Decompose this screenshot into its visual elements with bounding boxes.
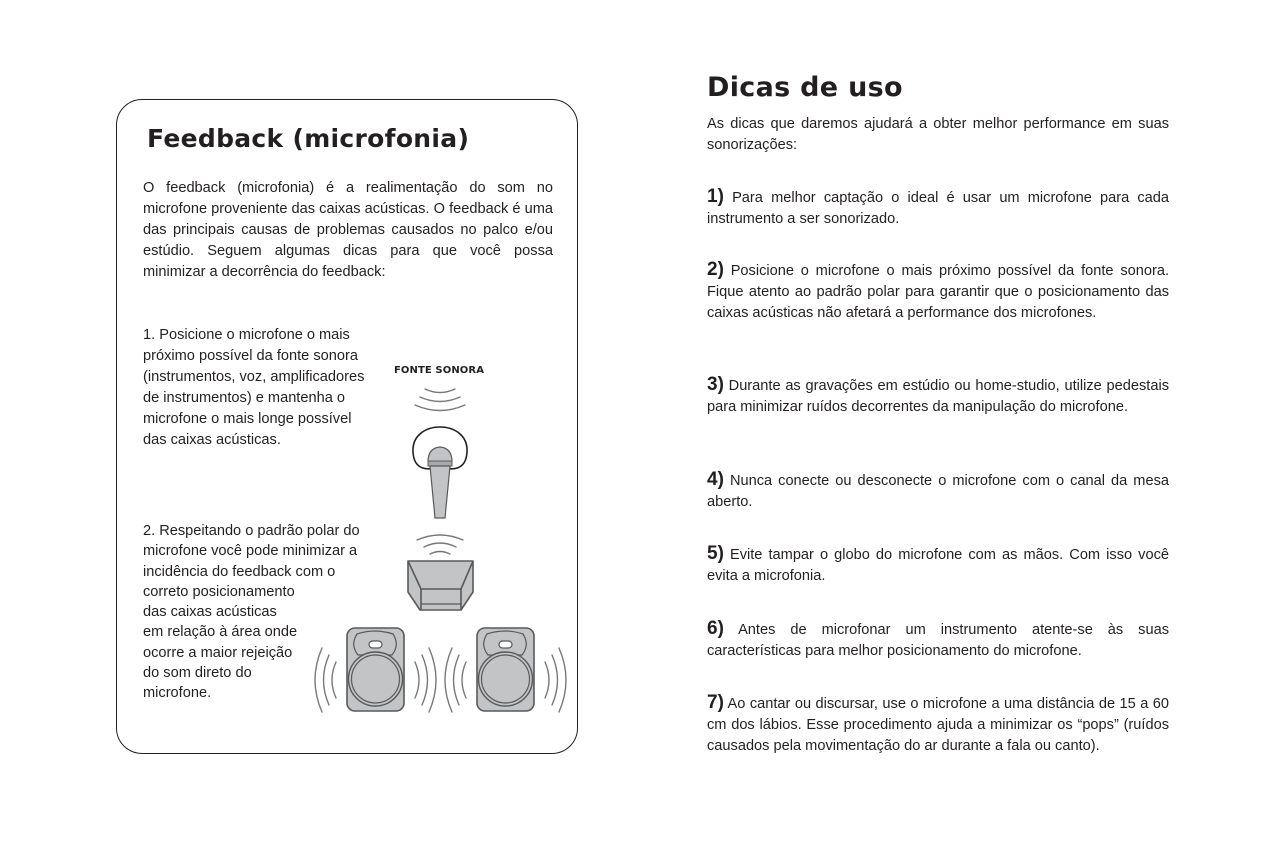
feedback-tip-1: 1. Posicione o microfone o mais próximo possível da fonte sonora (instrumentos, voz, amplificadores de instrumentos) e mantenha o microfone o mais longe possível das caixas acústicas. — [143, 327, 365, 448]
feedback-tip-2-line: das caixas acústicas — [143, 604, 277, 621]
tip-number: 5) — [707, 543, 724, 564]
usage-tip — [707, 186, 1169, 230]
usage-tip — [707, 259, 1169, 324]
usage-tip — [707, 618, 1169, 662]
usage-tip — [707, 469, 1169, 513]
feedback-tip-2-line: incidência do feedback com o — [143, 563, 336, 580]
tip-text: Posicione o microfone o mais próximo possível da fonte sonora. Fique atento ao padrão polar para garantir que o posicionamento das caixas acústicas não afetará a performance dos microfones. — [707, 263, 1169, 321]
source-label: FONTE SONORA — [394, 365, 485, 376]
feedback-tip-2-line: microfone. — [143, 685, 212, 702]
tip-text: Evite tampar o globo do microfone com as mãos. Com isso você evita a microfonia. — [707, 547, 1169, 584]
feedback-tip-2-line: do som direto do — [143, 665, 252, 682]
tip-number: 6) — [707, 618, 724, 639]
tip-text: Antes de microfonar um instrumento atente-se às suas características para melhor posicionamento do microfone. — [707, 622, 1169, 659]
usage-tip — [707, 692, 1169, 757]
feedback-tip-2-line: 2. Respeitando o padrão polar do — [143, 523, 360, 539]
feedback-tip-2-line: microfone você pode minimizar a — [143, 543, 358, 560]
tip-text: Nunca conecte ou desconecte o microfone com o canal da mesa aberto. — [707, 473, 1169, 510]
usage-tip — [707, 374, 1169, 418]
tip-text: Para melhor captação o ideal é usar um microfone para cada instrumento a ser sonorizado. — [707, 190, 1169, 227]
tip-number: 7) — [707, 692, 724, 713]
usage-tip — [707, 543, 1169, 587]
usage-tips-title: Dicas de uso — [707, 72, 903, 103]
feedback-title: Feedback (microfonia) — [147, 124, 470, 153]
feedback-tip-2 — [143, 521, 393, 704]
feedback-tip-2-line: correto posicionamento — [143, 583, 295, 600]
feedback-intro: O feedback (microfonia) é a realimentação do som no microfone proveniente das caixas acústicas. O feedback é uma das principais causas de problemas causados no palco e/ou estúdio. Seguem algumas dicas para que você possa minimizar a decorrência do feedback: — [143, 180, 553, 280]
tip-number: 4) — [707, 469, 724, 490]
feedback-tip-2-line: ocorre a maior rejeição — [143, 644, 293, 661]
usage-tips-intro: As dicas que daremos ajudará a obter melhor performance em suas sonorizações: — [707, 116, 1169, 153]
tip-number: 2) — [707, 259, 724, 280]
tip-text: Ao cantar ou discursar, use o microfone a uma distância de 15 a 60 cm dos lábios. Esse procedimento ajuda a minimizar os “pops” (ruídos causados pela movimentação do ar durante a fala ou canto). — [707, 696, 1169, 754]
tip-text: Durante as gravações em estúdio ou home-studio, utilize pedestais para minimizar ruídos decorrentes da manipulação do microfone. — [707, 378, 1169, 415]
feedback-tip-2-line: em relação à área onde — [143, 624, 298, 641]
tip-number: 1) — [707, 186, 724, 207]
tip-number: 3) — [707, 374, 724, 395]
